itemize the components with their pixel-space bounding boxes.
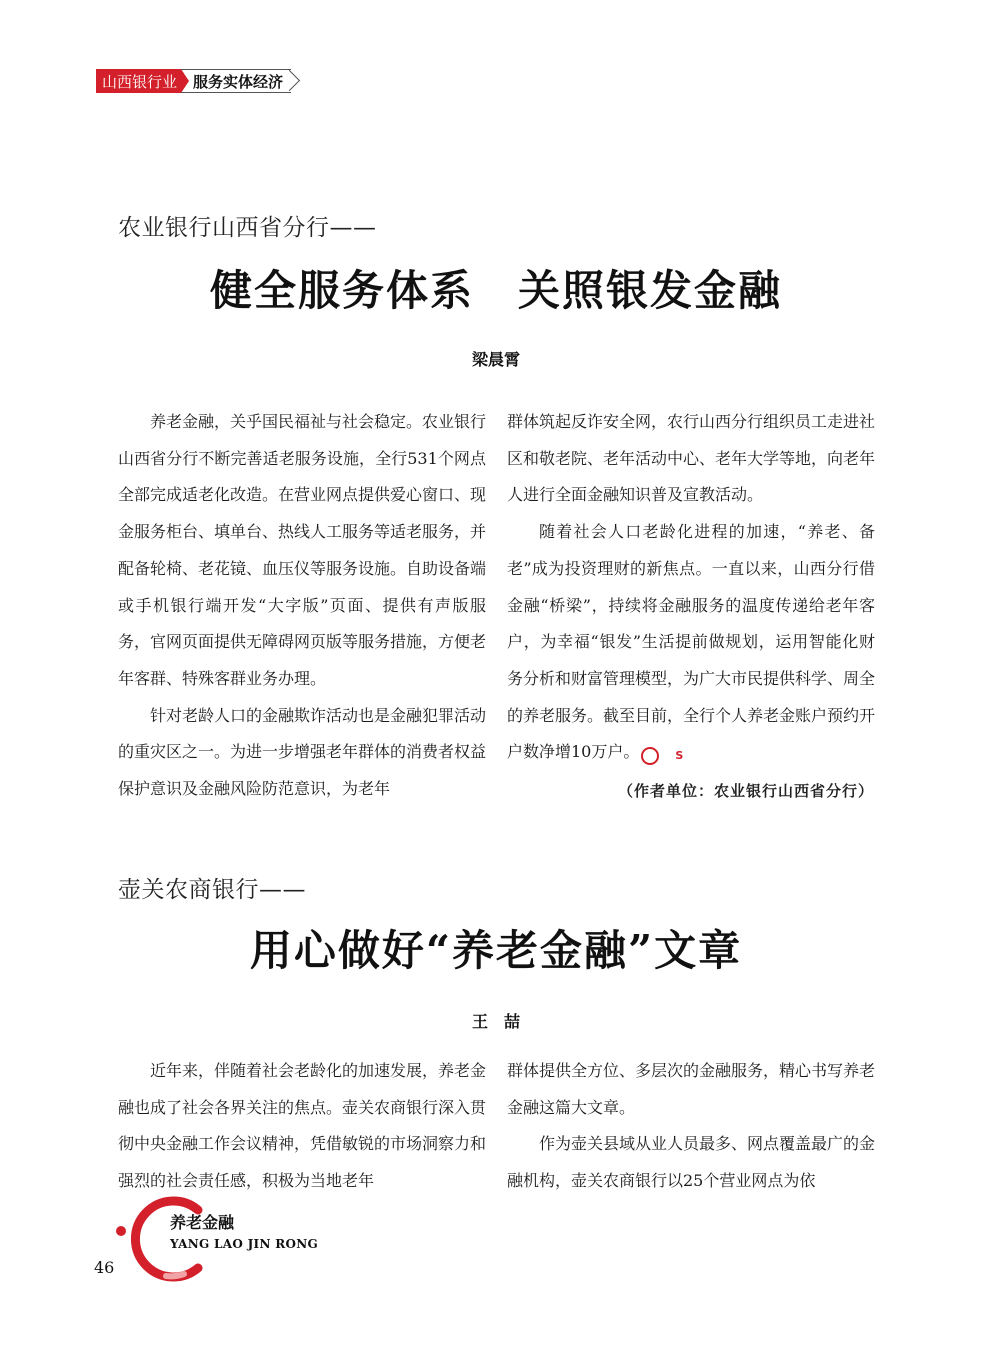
page-number: 46 [94,1258,115,1277]
logo-title: 养老金融 [170,1213,235,1232]
section-tag [96,69,291,93]
logo-subtitle: YANG LAO JIN RONG [170,1237,319,1251]
article2-paragraph: 作为壶关县域从业人员最多、网点覆盖最广的金融机构，壶关农商银行以25个营业网点为依 [507,1134,876,1191]
article1-paragraph [507,514,875,771]
article2-paragraph: 近年来，伴随着社会老龄化的加速发展，养老金融也成了社会各界关注的焦点。壶关农商银行深入贯彻中央金融工作会议精神，凭借敏锐的市场洞察力和强烈的社会责任感，积极为当地老年 [118,1061,487,1191]
article2-paragraph-continued: 群体提供全方位、多层次的金融服务，精心书写养老金融这篇大文章。 [507,1061,876,1117]
section-tag-red: 山西银行业 [96,69,181,93]
article1-byline: （作者单位：农业银行山西省分行） [617,782,874,800]
article2-author: 王 喆 [471,1012,520,1031]
article2-kicker: 壶关农商银行—— [118,877,306,903]
logo-dot-icon [116,1226,126,1236]
article1-paragraph-text: 随着社会人口老龄化进程的加速，“养老、备老”成为投资理财的新焦点。一直以来，山西分行借金融“桥梁”，持续将金融服务的温度传递给老年客户，为幸福“银发”生活提前做规划，运用智能化财务分析和财富管理模型，为广大市民提供科学、周全的养老服务。截至目前，全行个人养老金账户预约开户数净增10万户。 [507,522,876,762]
article2-left-column [118,1053,486,1200]
article1-paragraph-continued: 群体筑起反诈安全网，农行山西分行组织员工走进社区和敬老院、老年活动中心、老年大学等地，向老年人进行全面金融知识普及宣教活动。 [507,412,876,505]
article1-left-column [118,404,486,808]
article1-paragraph: 针对老龄人口的金融欺诈活动也是金融犯罪活动的重灾区之一。为进一步增强老年群体的消费者权益保护意识及金融风险防范意识，为老年 [118,705,487,799]
article2-title: 用心做好“养老金融”文章 [249,926,743,975]
article1-author: 梁晨霄 [471,350,520,369]
article1-title: 健全服务体系 关照银发金融 [209,266,782,315]
article1-paragraph: 养老金融，关乎国民福祉与社会稳定。农业银行山西省分行不断完善适老服务设施，全行531个网点全部完成适老化改造。在营业网点提供爱心窗口、现金服务柜台、填单台、热线人工服务等适老服务，并配备轮椅、老花镜、血压仪等服务设施。自助设备端或手机银行端开发“大字版”页面、提供有声版服务，官网页面提供无障碍网页版等服务措施，方便老年客群、特殊客群业务办理。 [118,412,487,688]
article2-right-column [507,1053,875,1200]
article1-right-column [507,404,875,771]
article1-kicker: 农业银行山西省分行—— [118,215,377,241]
end-mark-icon: S [641,747,659,765]
section-tag-black: 服务实体经济 [181,69,291,93]
